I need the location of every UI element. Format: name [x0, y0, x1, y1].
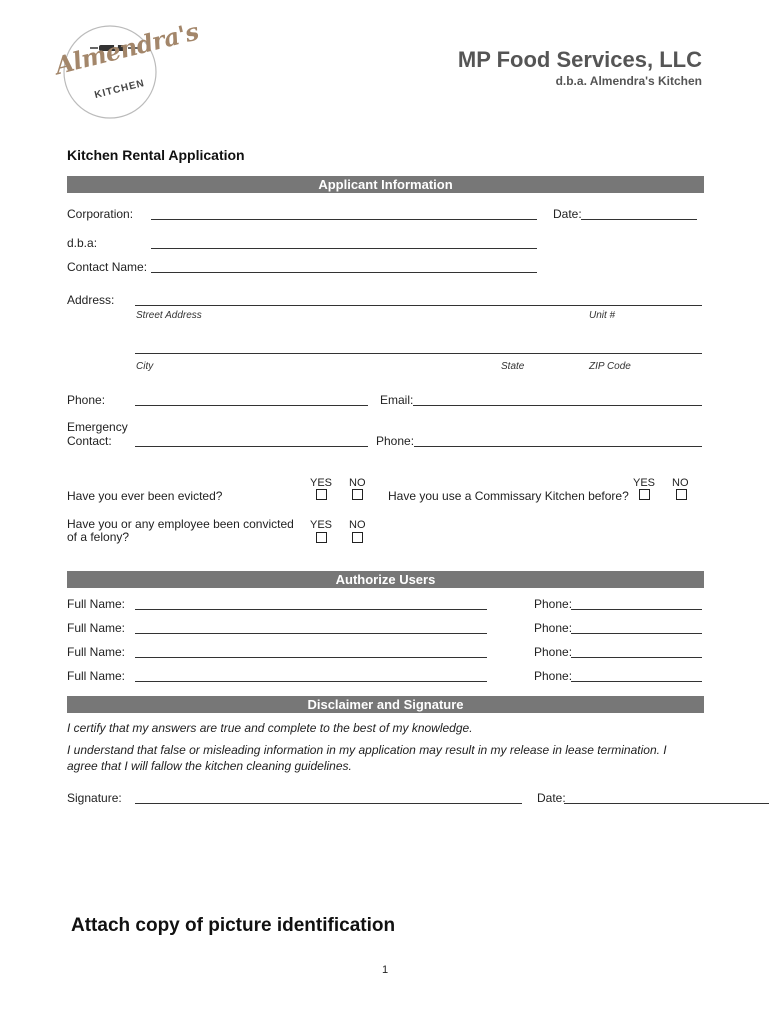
- understand-statement-line1: I understand that false or misleading information in my application may result in my release in lease termination. I: [67, 743, 667, 757]
- felony-question-line1: Have you or any employee been convicted: [67, 517, 294, 531]
- emergency-label-line1: Emergency: [67, 420, 128, 434]
- section-authorize-users: Authorize Users: [67, 571, 704, 588]
- user4-name-label: Full Name:: [67, 669, 126, 683]
- corporation-field[interactable]: [151, 219, 537, 220]
- email-field[interactable]: [413, 405, 702, 406]
- logo-sub-text: KITCHEN: [93, 77, 147, 102]
- email-label: Email:: [380, 393, 414, 407]
- signature-field[interactable]: [135, 803, 522, 804]
- felony-yes-checkbox[interactable]: [316, 532, 327, 543]
- evicted-question: Have you ever been evicted?: [67, 489, 223, 503]
- evicted-no-label: NO: [349, 477, 366, 489]
- user4-phone-field[interactable]: [571, 681, 702, 682]
- user4-name-field[interactable]: [135, 681, 487, 682]
- user3-name-label: Full Name:: [67, 645, 126, 659]
- commissary-yes-checkbox[interactable]: [639, 489, 650, 500]
- understand-statement-line2: agree that I will fallow the kitchen cleaning guidelines.: [67, 759, 352, 773]
- corporation-label: Corporation:: [67, 207, 134, 221]
- commissary-question: Have you use a Commissary Kitchen before?: [388, 489, 629, 503]
- felony-no-label: NO: [349, 519, 366, 531]
- user2-name-label: Full Name:: [67, 621, 126, 635]
- dba-field[interactable]: [151, 248, 537, 249]
- signature-label: Signature:: [67, 791, 122, 805]
- user1-name-label: Full Name:: [67, 597, 126, 611]
- signature-date-field[interactable]: [564, 803, 769, 804]
- user1-name-field[interactable]: [135, 609, 487, 610]
- city-caption: City: [136, 361, 154, 372]
- user3-phone-label: Phone:: [534, 645, 573, 659]
- user2-phone-field[interactable]: [571, 633, 702, 634]
- company-dba: d.b.a. Almendra's Kitchen: [555, 74, 702, 88]
- felony-question-line2: of a felony?: [67, 530, 130, 544]
- street-address-field[interactable]: [135, 305, 702, 306]
- phone-field[interactable]: [135, 405, 368, 406]
- signature-date-label: Date:: [537, 791, 566, 805]
- felony-yes-label: YES: [310, 519, 333, 531]
- emergency-contact-field[interactable]: [135, 446, 368, 447]
- city-state-zip-field[interactable]: [135, 353, 702, 354]
- state-caption: State: [501, 361, 525, 372]
- user3-name-field[interactable]: [135, 657, 487, 658]
- user2-phone-label: Phone:: [534, 621, 573, 635]
- phone-label: Phone:: [67, 393, 106, 407]
- user4-phone-label: Phone:: [534, 669, 573, 683]
- evicted-no-checkbox[interactable]: [352, 489, 363, 500]
- section-applicant-information: Applicant Information: [67, 176, 704, 193]
- commissary-no-checkbox[interactable]: [676, 489, 687, 500]
- commissary-no-label: NO: [672, 477, 689, 489]
- address-label: Address:: [67, 293, 115, 307]
- emergency-phone-label: Phone:: [376, 434, 415, 448]
- company-name: MP Food Services, LLC: [457, 47, 702, 72]
- zip-caption: ZIP Code: [589, 361, 631, 372]
- certify-statement: I certify that my answers are true and complete to the best of my knowledge.: [67, 721, 473, 735]
- evicted-yes-label: YES: [310, 477, 333, 489]
- user2-name-field[interactable]: [135, 633, 487, 634]
- contact-name-label: Contact Name:: [67, 260, 148, 274]
- form-title: Kitchen Rental Application: [67, 147, 245, 163]
- street-address-caption: Street Address: [136, 310, 202, 321]
- unit-caption: Unit #: [589, 310, 616, 321]
- user1-phone-label: Phone:: [534, 597, 573, 611]
- user3-phone-field[interactable]: [571, 657, 702, 658]
- felony-no-checkbox[interactable]: [352, 532, 363, 543]
- page-number: 1: [382, 964, 389, 976]
- dba-label: d.b.a:: [67, 236, 98, 250]
- evicted-yes-checkbox[interactable]: [316, 489, 327, 500]
- section-disclaimer-signature: Disclaimer and Signature: [67, 696, 704, 713]
- date-field[interactable]: [581, 219, 697, 220]
- attach-id-note: Attach copy of picture identification: [71, 915, 396, 936]
- contact-name-field[interactable]: [151, 272, 537, 273]
- date-label: Date:: [553, 207, 582, 221]
- company-logo: [52, 16, 202, 122]
- emergency-label-line2: Contact:: [67, 434, 112, 448]
- commissary-yes-label: YES: [633, 477, 656, 489]
- emergency-phone-field[interactable]: [414, 446, 702, 447]
- user1-phone-field[interactable]: [571, 609, 702, 610]
- logo-brand-text: Almendra's: [52, 16, 202, 81]
